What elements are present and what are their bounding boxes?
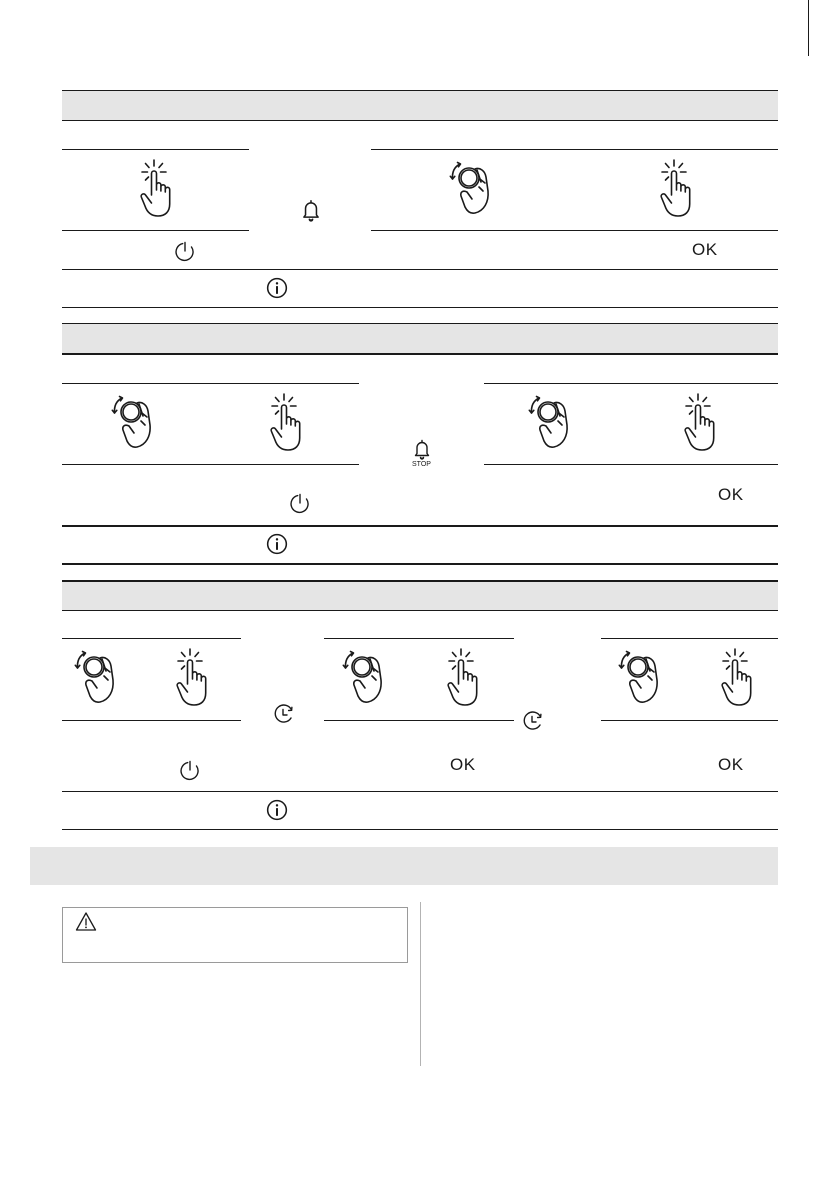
knob-turn-hand-icon xyxy=(110,392,156,452)
info-icon xyxy=(266,277,288,304)
clock-cycle-icon xyxy=(522,711,544,738)
info-icon xyxy=(266,799,288,826)
clock-cycle-icon xyxy=(273,704,295,731)
warning-icon xyxy=(75,911,97,937)
divider-line xyxy=(371,230,778,231)
ok-icon: OK xyxy=(450,755,476,774)
divider-line xyxy=(62,563,778,565)
knob-turn-hand-icon xyxy=(527,392,573,452)
section-header-band xyxy=(62,580,778,611)
timer-icon xyxy=(179,759,201,786)
divider-line xyxy=(62,149,249,150)
tap-hand-icon xyxy=(656,159,696,219)
timer-icon xyxy=(174,240,196,267)
divider-line xyxy=(324,720,514,721)
column-divider xyxy=(420,902,421,1066)
knob-turn-hand-icon xyxy=(448,158,494,218)
tap-hand-icon xyxy=(266,393,306,453)
divider-line xyxy=(324,638,514,639)
divider-line xyxy=(62,383,359,384)
warning-box xyxy=(62,907,408,963)
divider-line xyxy=(62,720,241,721)
divider-line xyxy=(62,307,778,308)
divider-line xyxy=(62,525,778,527)
divider-line xyxy=(62,638,241,639)
knob-turn-hand-icon xyxy=(341,647,387,707)
bell-icon xyxy=(300,198,322,227)
tap-hand-icon xyxy=(172,648,212,708)
ok-icon: OK xyxy=(692,240,718,259)
divider-line xyxy=(62,791,778,792)
tap-hand-icon xyxy=(443,648,483,708)
divider-line xyxy=(601,720,778,721)
divider-line xyxy=(62,230,249,231)
knob-turn-hand-icon xyxy=(73,647,119,707)
divider-line xyxy=(484,464,778,465)
ok-icon: OK xyxy=(718,755,744,774)
divider-line xyxy=(62,464,359,465)
info-icon xyxy=(266,533,288,560)
chapter-header-band xyxy=(30,847,778,885)
tap-hand-icon xyxy=(136,159,176,219)
divider-line xyxy=(62,269,778,270)
tap-hand-icon xyxy=(680,393,720,453)
knob-turn-hand-icon xyxy=(617,647,663,707)
ok-icon: OK xyxy=(718,485,744,504)
section-header-band xyxy=(62,90,778,121)
tap-hand-icon xyxy=(717,648,757,708)
divider-line xyxy=(371,149,778,150)
divider-line xyxy=(601,638,778,639)
timer-icon xyxy=(289,492,311,519)
page-edge-marker xyxy=(808,0,809,56)
stop-label: STOP xyxy=(412,461,431,468)
section-header-band xyxy=(62,323,778,355)
divider-line xyxy=(62,829,778,830)
divider-line xyxy=(484,383,778,384)
